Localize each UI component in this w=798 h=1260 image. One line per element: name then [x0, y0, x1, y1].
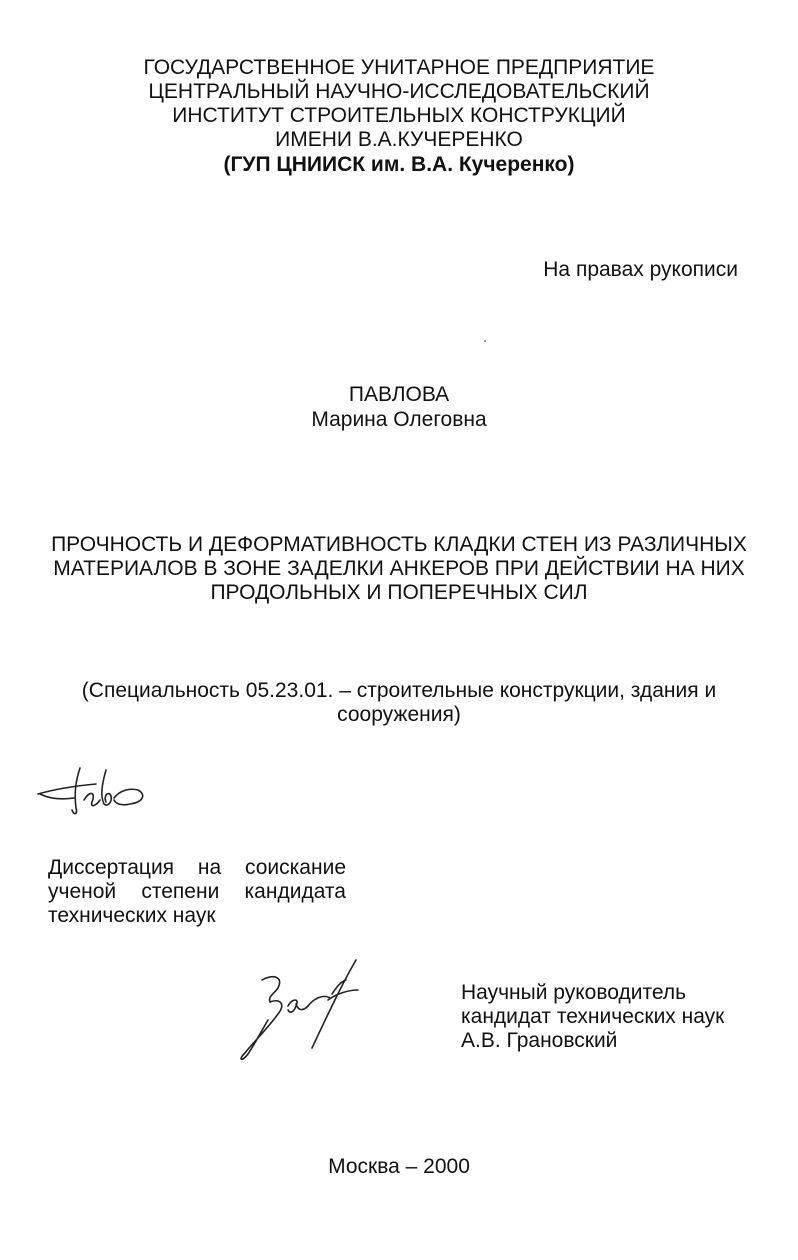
- place-year: Москва – 2000: [328, 1155, 470, 1178]
- organization-abbreviation: (ГУП ЦНИИСК им. В.А. Кучеренко): [223, 153, 575, 176]
- supervisor-role: Научный руководитель: [461, 981, 687, 1004]
- title-line-1: ПРОЧНОСТЬ И ДЕФОРМАТИВНОСТЬ КЛАДКИ СТЕН ИЗ РАЗЛИЧНЫХ: [51, 533, 747, 556]
- organization-line-3: ИНСТИТУТ СТРОИТЕЛЬНЫХ КОНСТРУКЦИЙ: [172, 104, 626, 127]
- dissertation-word: соискание: [245, 856, 346, 879]
- dissertation-word: степени: [141, 880, 220, 903]
- title-line-3: ПРОДОЛЬНЫХ И ПОПЕРЕЧНЫХ СИЛ: [210, 581, 588, 604]
- author-surname: ПАВЛОВА: [348, 383, 450, 406]
- dissertation-word: на: [197, 856, 222, 879]
- title-line-2: МАТЕРИАЛОВ В ЗОНЕ ЗАДЕЛКИ АНКЕРОВ ПРИ ДЕЙСТВИИ НА НИХ: [53, 557, 745, 580]
- author-given-names: Марина Олеговна: [311, 408, 487, 431]
- supervisor-degree: кандидат технических наук: [461, 1005, 725, 1028]
- dissertation-word: Диссертация: [48, 856, 175, 879]
- dissertation-line-1: [48, 855, 346, 880]
- specialty-line-2: сооружения): [337, 703, 461, 726]
- supervisor-signature: [232, 954, 372, 1066]
- dissertation-line-2: [48, 879, 346, 904]
- manuscript-note: На правах рукописи: [543, 258, 738, 281]
- dissertation-line-3: технических наук: [48, 904, 216, 927]
- dissertation-word: кандидата: [244, 880, 346, 903]
- supervisor-name: А.В. Грановский: [461, 1029, 618, 1052]
- organization-line-2: ЦЕНТРАЛЬНЫЙ НАУЧНО-ИССЛЕДОВАТЕЛЬСКИЙ: [148, 80, 650, 103]
- scan-speck: [484, 340, 486, 342]
- dissertation-word: ученой: [48, 880, 117, 903]
- author-signature: [34, 760, 154, 822]
- organization-line-4: ИМЕНИ В.А.КУЧЕРЕНКО: [275, 128, 523, 151]
- organization-line-1: ГОСУДАРСТВЕННОЕ УНИТАРНОЕ ПРЕДПРИЯТИЕ: [143, 56, 655, 79]
- specialty-line-1: (Специальность 05.23.01. – строительные конструкции, здания и: [81, 679, 717, 702]
